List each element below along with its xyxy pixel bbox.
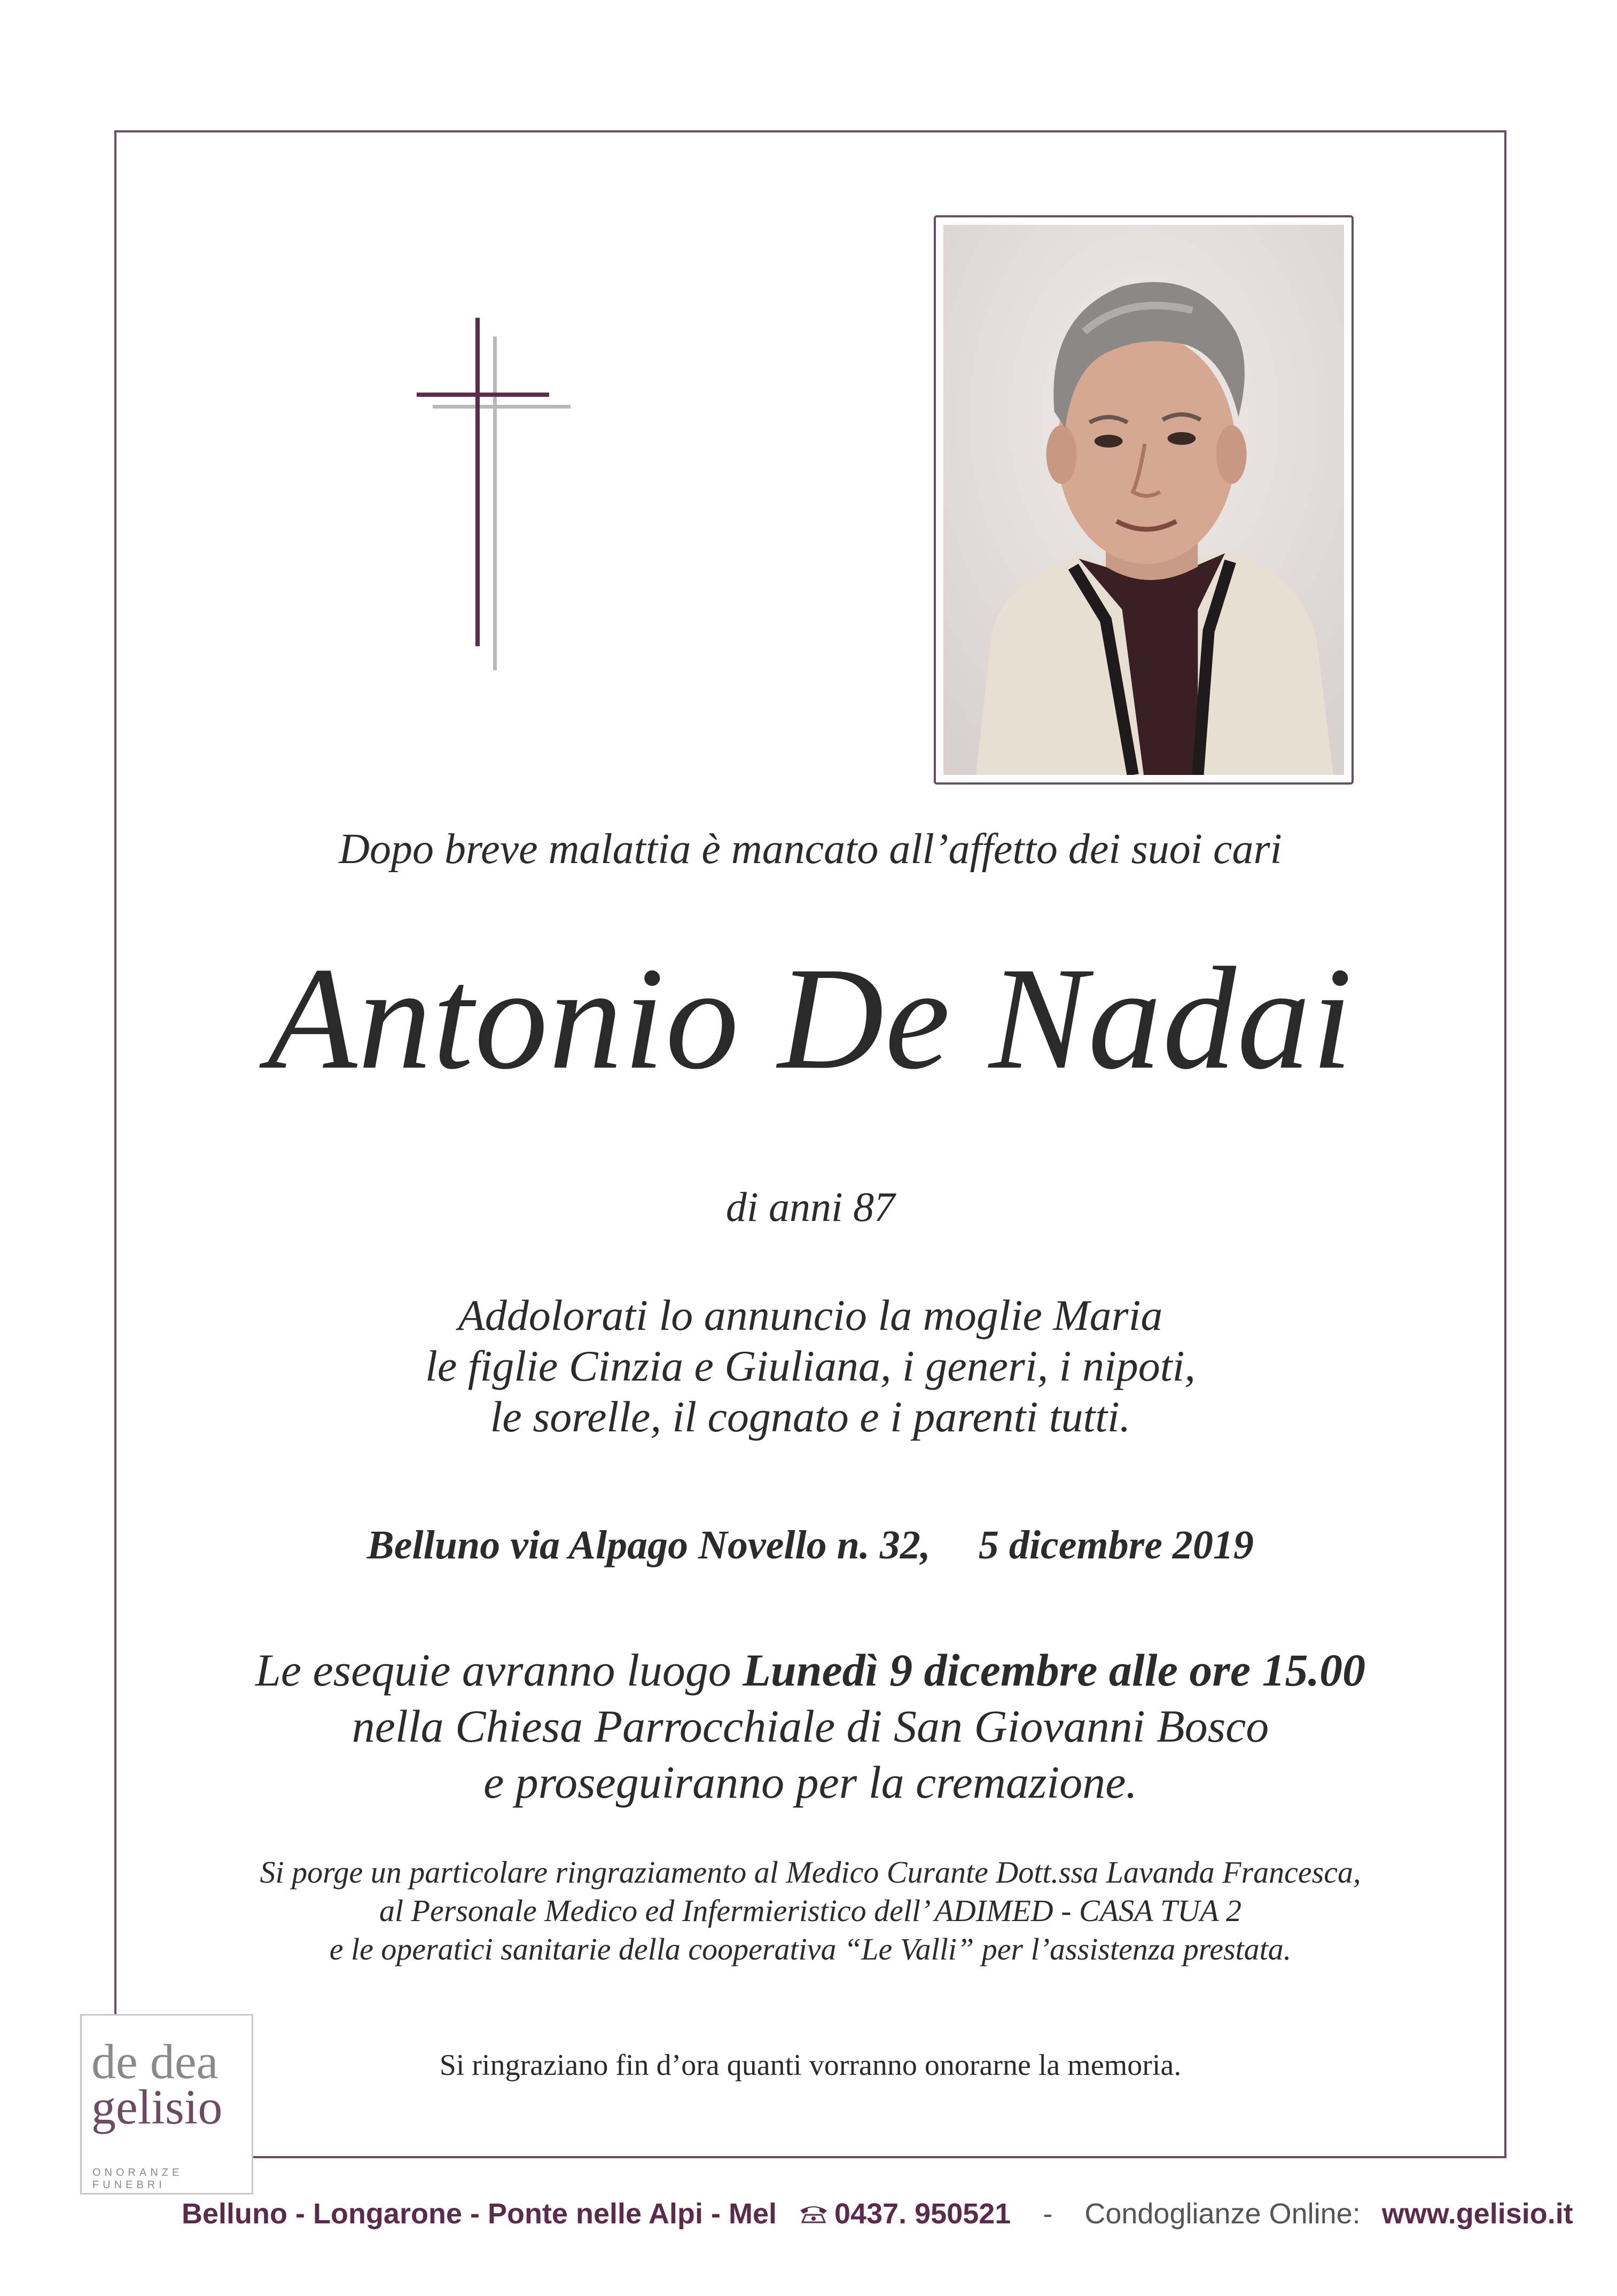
intro-text: Dopo breve malattia è mancato all’affetto dei suoi cari [339, 826, 1282, 873]
portrait-image [943, 225, 1344, 775]
thanks-line: e le operatici sanitarie della cooperativa “Le Valli” per l’assistenza prestata. [329, 1932, 1292, 1966]
age-text: di anni 87 [725, 1184, 895, 1230]
cross-icon [411, 318, 572, 670]
thanks-text [114, 1853, 1506, 1969]
website-link[interactable]: www.gelisio.it [1381, 2198, 1573, 2230]
footer [182, 2192, 1573, 2235]
condolences-label: Condoglianze Online: [1084, 2198, 1361, 2230]
footer-towns: Belluno - Longarone - Ponte nelle Alpi - Mel [182, 2198, 777, 2230]
funeral-prefix: Le esequie avranno luogo [255, 1644, 743, 1696]
deceased-photo [934, 215, 1354, 785]
phone-number: 0437. 950521 [834, 2198, 1011, 2230]
footer-separator: - [1043, 2198, 1053, 2230]
logo-line1: de dea [91, 2034, 218, 2089]
announcement-line: le figlie Cinzia e Giuliana, i generi, i nipoti, [425, 1342, 1196, 1390]
date-text: 5 dicembre 2019 [978, 1523, 1254, 1568]
funeral-home-logo [80, 2014, 253, 2195]
thanks-line: al Personale Medico ed Infermieristico dell’ ADIMED - CASA TUA 2 [379, 1893, 1242, 1928]
announcement [114, 1290, 1506, 1442]
funeral-church: nella Chiesa Parrocchiale di San Giovanni Bosco [351, 1701, 1269, 1752]
funeral-when: Lunedì 9 dicembre alle ore 15.00 [743, 1644, 1366, 1696]
logo-line2: gelisio [91, 2080, 223, 2134]
deceased-name: Antonio De Nadai [267, 937, 1354, 1100]
announcement-line: Addolorati lo annuncio la moglie Maria [458, 1291, 1163, 1339]
announcement-line: le sorelle, il cognato e i parenti tutti. [490, 1392, 1131, 1441]
footer-phone [798, 2197, 1011, 2230]
phone-icon [798, 2203, 829, 2224]
funeral-info [114, 1642, 1506, 1811]
funeral-cremation: e proseguiranno per la cremazione. [483, 1757, 1137, 1808]
closing-text: Si ringraziano fin d’ora quanti vorranno onorarne la memoria. [439, 2049, 1182, 2082]
place-date [114, 1522, 1506, 1569]
place-text: Belluno via Alpago Novello n. 32, [367, 1523, 931, 1568]
logo-tagline: ONORANZE FUNEBRI [92, 2167, 183, 2191]
thanks-line: Si porge un particolare ringraziamento al Medico Curante Dott.ssa Lavanda Francesca, [260, 1855, 1361, 1890]
